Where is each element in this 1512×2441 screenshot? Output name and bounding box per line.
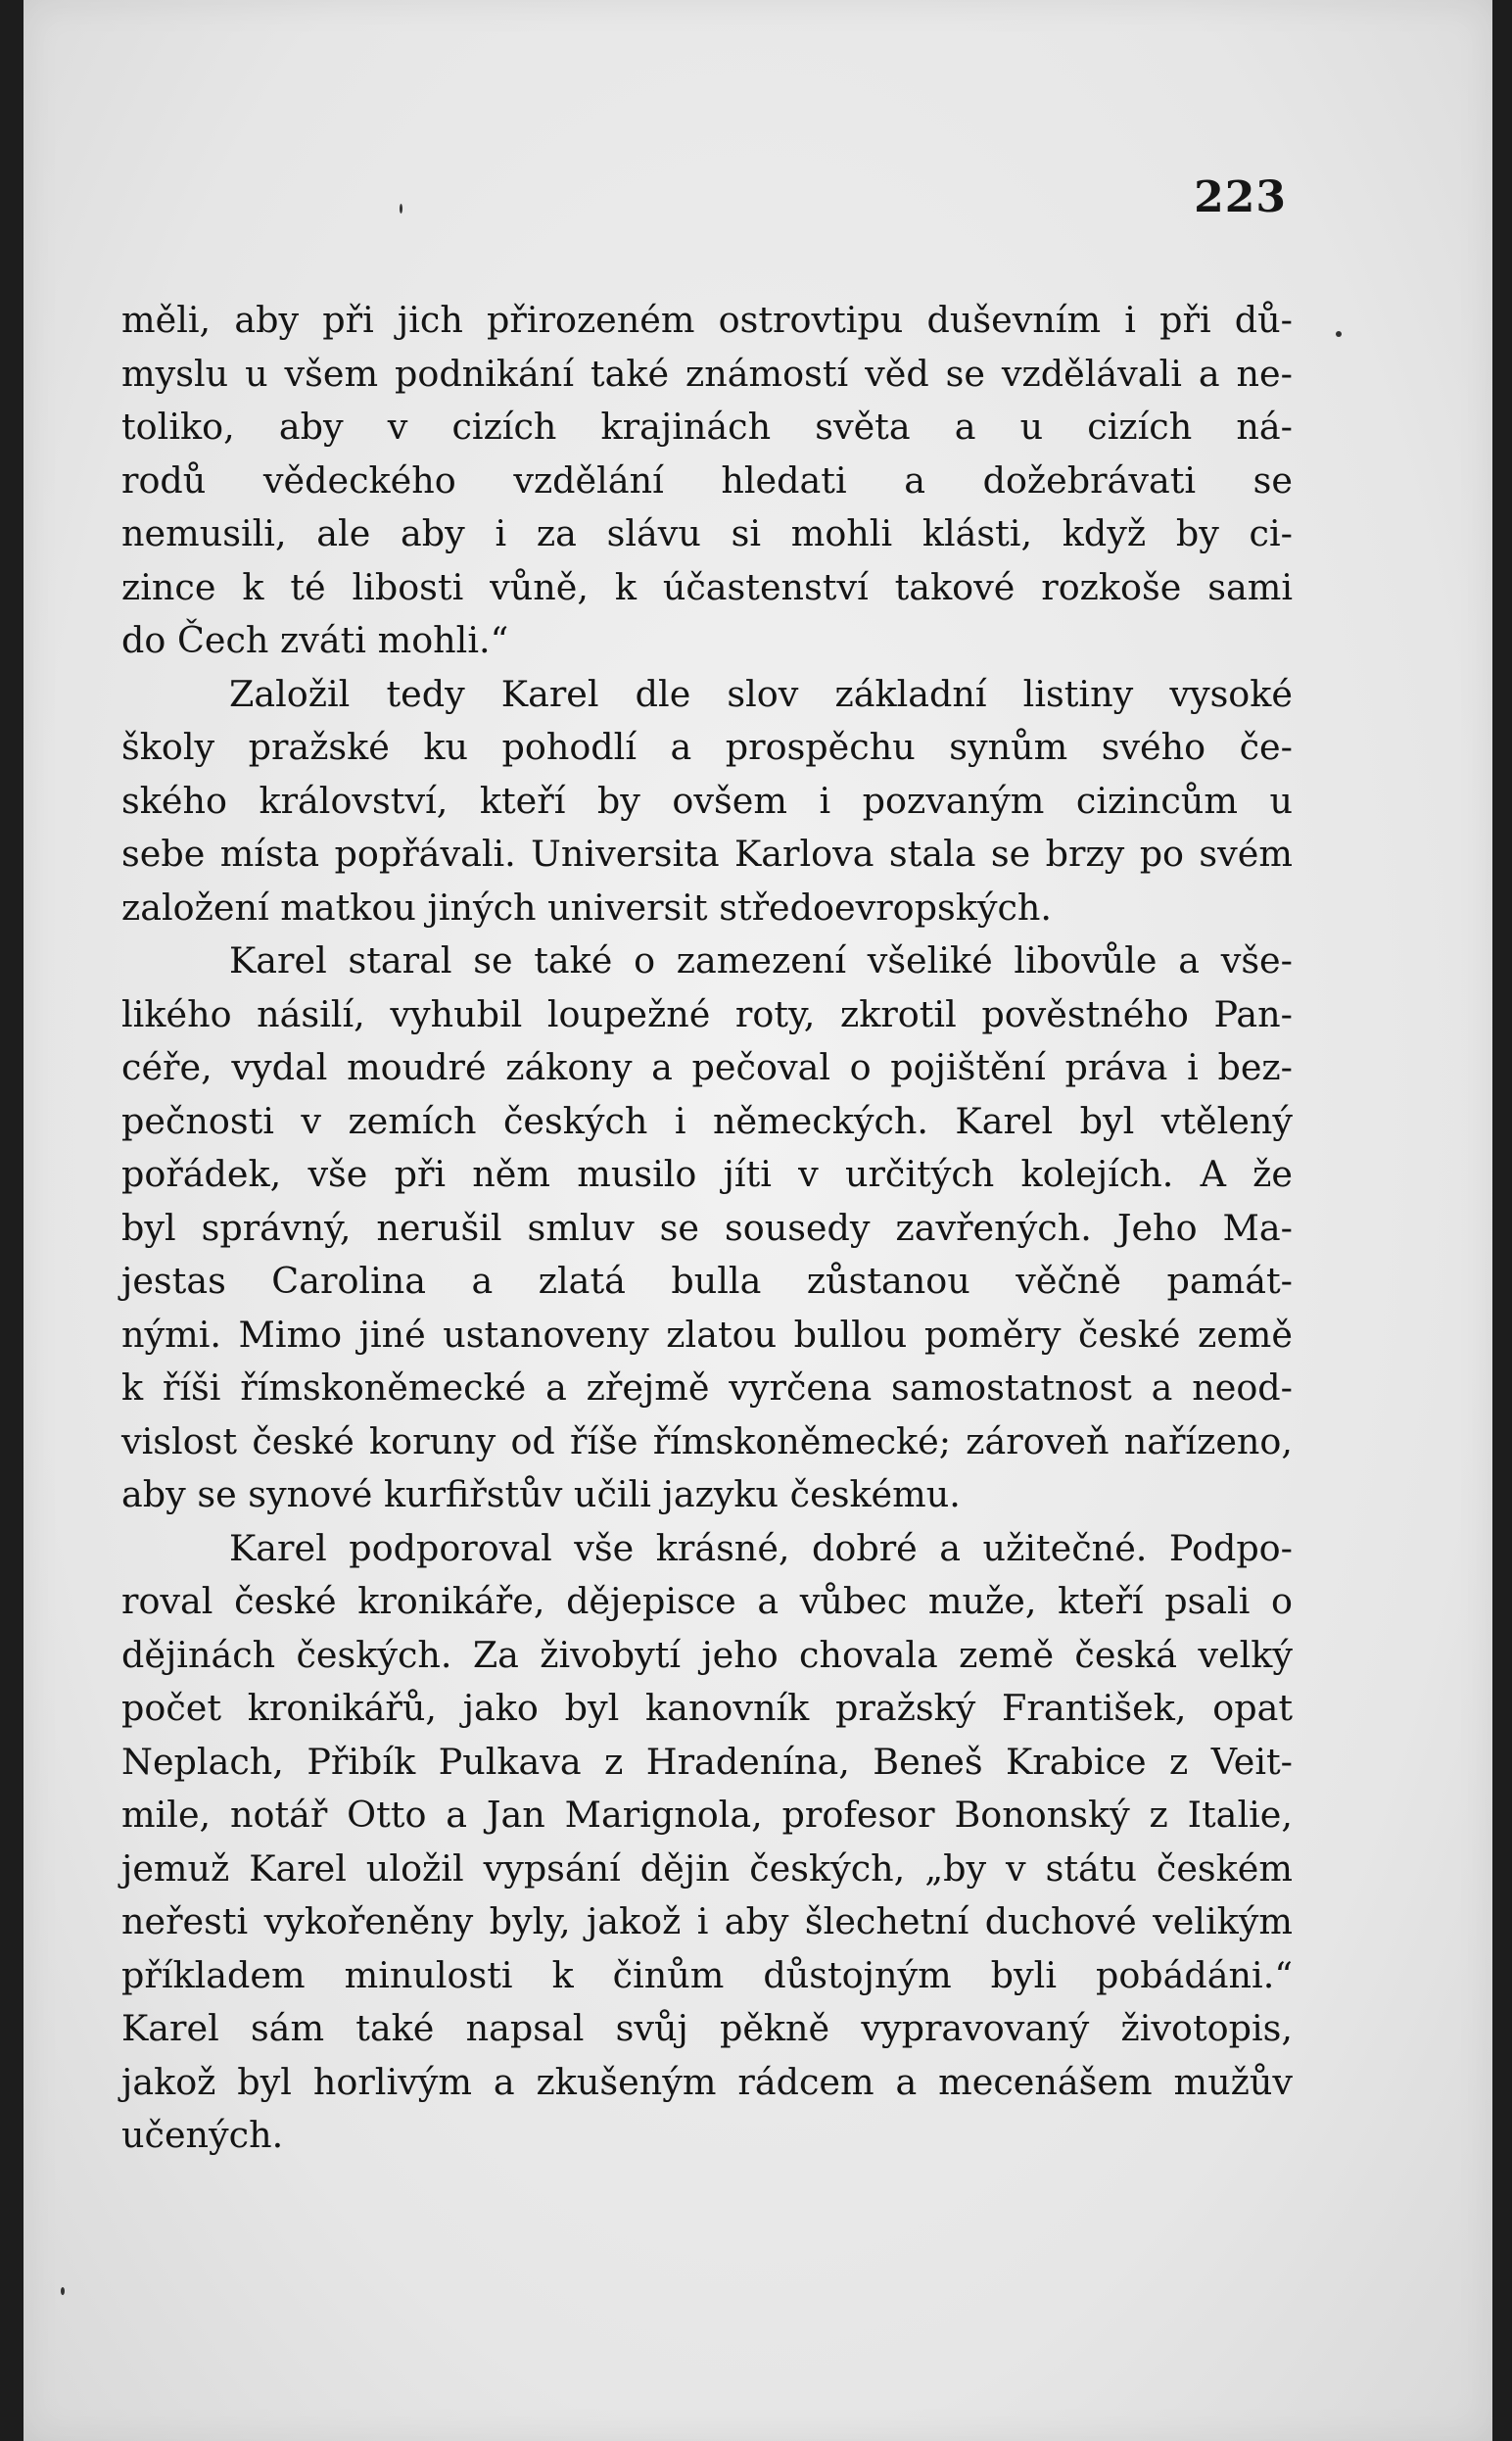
text-line: založení matkou jiných universit středoevropských. — [121, 885, 1053, 929]
text-line: nemusili, ale aby i za slávu si mohli klásti, když by ci- — [121, 512, 1293, 554]
text-line: sebe místa popřávali. Universita Karlova stala se brzy po svém — [121, 833, 1293, 875]
text-line: likého násilí, vyhubil loupežné roty, zkrotil pověstného Pan- — [121, 992, 1293, 1035]
paper-speck — [400, 204, 402, 214]
text-line: příkladem minulosti k činům důstojným byli pobádáni.“ — [121, 1953, 1293, 1996]
text-line: nými. Mimo jiné ustanoveny zlatou bullou poměry české země — [121, 1313, 1293, 1356]
text-line: byl správný, nerušil smluv se sousedy zavřených. Jeho Ma- — [121, 1206, 1293, 1249]
text-line: jestas Carolina a zlatá bulla zůstanou věčně památ- — [121, 1260, 1293, 1302]
text-line: učených. — [121, 2114, 284, 2156]
text-line: myslu u všem podnikání také známostí věd se vzdělávali a ne- — [121, 352, 1293, 395]
text-line: do Čech zváti mohli.“ — [121, 619, 509, 661]
text-line: neřesti vykořeněny byly, jakož i aby šlechetní duchové velikým — [121, 1900, 1293, 1942]
text-line: rodů vědeckého vzdělání hledati a dožebrávati se — [121, 458, 1293, 502]
text-line: počet kronikářů, jako byl kanovník pražský František, opat — [121, 1687, 1293, 1729]
text-line: mile, notář Otto a Jan Marignola, profesor Bononský z Italie, — [121, 1794, 1293, 1836]
text-line: k říši římskoněmecké a zřejmě vyrčena samostatnost a neod- — [121, 1366, 1293, 1409]
text-line: aby se synové kurfiřstův učili jazyku českému. — [121, 1473, 961, 1515]
text-line: vislost české koruny od říše římskoněmecké; zároveň nařízeno, — [121, 1419, 1293, 1462]
text-line: toliko, aby v cizích krajinách světa a u cizích ná- — [121, 406, 1293, 448]
paper-speck — [1336, 331, 1342, 337]
text-line: pečnosti v zemích českých i německých. Karel byl vtělený — [121, 1099, 1293, 1142]
text-line: dějinách českých. Za živobytí jeho chovala země česká velký — [121, 1633, 1293, 1676]
text-line: Neplach, Přibík Pulkava z Hradenína, Beneš Krabice z Veit- — [121, 1740, 1293, 1783]
text-line: školy pražské ku pohodlí a prospěchu synům svého če- — [121, 726, 1293, 768]
text-line: měli, aby při jich přirozeném ostrovtipu duševním i při dů- — [121, 299, 1293, 341]
text-line: pořádek, vše při něm musilo jíti v určitých kolejích. A že — [121, 1153, 1293, 1195]
text-line: zince k té libosti vůně, k účastenství takové rozkoše sami — [121, 565, 1293, 608]
text-line: roval české kronikáře, dějepisce a vůbec muže, kteří psali o — [121, 1580, 1293, 1622]
text-line: jakož byl horlivým a zkušeným rádcem a mecenášem mužův — [121, 2060, 1293, 2103]
text-line: Karel podporoval vše krásné, dobré a užitečné. Podpo- — [229, 1526, 1293, 1569]
text-line: Karel staral se také o zamezení všeliké libovůle a vše- — [229, 939, 1293, 981]
text-line: Karel sám také napsal svůj pěkně vypravovaný životopis, — [121, 2007, 1293, 2049]
text-line: céře, vydal moudré zákony a pečoval o pojištění práva i bez- — [121, 1046, 1293, 1088]
body-text — [121, 294, 1293, 2163]
paper-speck — [61, 2287, 65, 2295]
text-line: jemuž Karel uložil vypsání dějin českých, „by v státu českém — [121, 1846, 1293, 1890]
text-line: Založil tedy Karel dle slov základní listiny vysoké — [229, 672, 1293, 715]
text-line: ského království, kteří by ovšem i pozvaným cizincům u — [121, 779, 1293, 822]
page-number: 223 — [1194, 172, 1287, 222]
book-page — [24, 0, 1492, 2441]
